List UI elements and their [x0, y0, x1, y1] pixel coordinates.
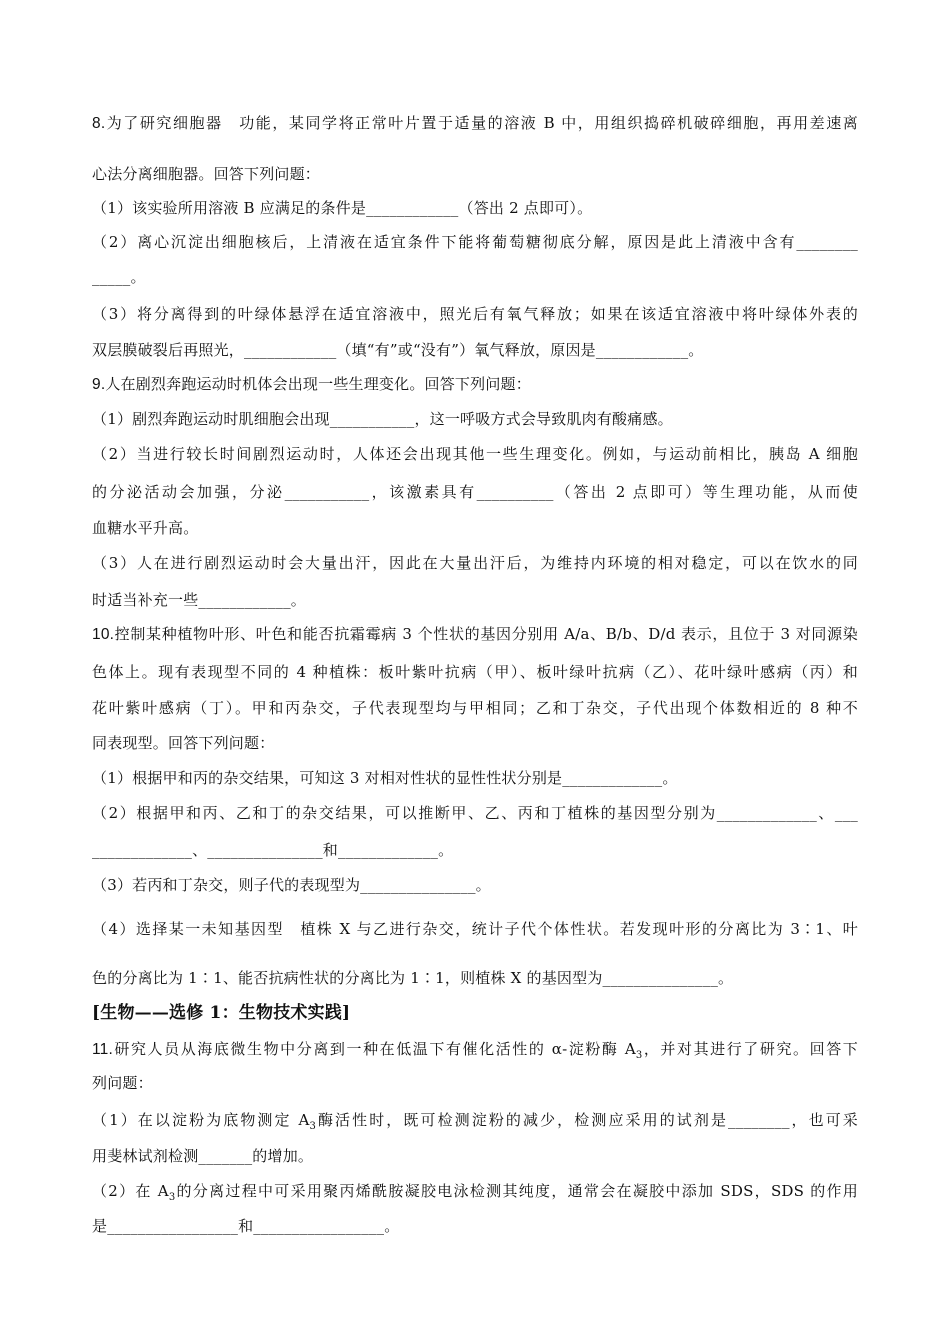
q11-sub2-line-1: （2）在 $A_3$的分离过程中可采用聚丙烯酰胺凝胶电泳检测其纯度，通常会在凝胶中添加 SDS，SDS 的作用	[92, 1182, 858, 1203]
q10-stem-line-1: 10.控制某种植物叶形、叶色和能否抗霜霉病 3 个性状的基因分别用 A/a、B/b、D/d 表示，且位于 3 对同源染	[92, 625, 858, 643]
q8-sub3-line-1: （3）将分离得到的叶绿体悬浮在适宜溶液中，照光后有氧气释放；如果在该适宜溶液中将叶绿体外表的	[92, 305, 858, 323]
q8-sub2-line-2: _____。	[92, 268, 146, 286]
question-number: 8.	[92, 115, 106, 132]
q8-line-2: 心法分离细胞器。回答下列问题：	[92, 165, 321, 183]
q11-sub2-line-2: 是_________________和_________________。	[92, 1217, 400, 1235]
q9-sub2-line-2: 的分泌活动会加强，分泌___________，该激素具有__________（答出 2 点即可）等生理功能，从而使	[92, 483, 858, 501]
q9-sub2-line-1: （2）当进行较长时间剧烈运动时，人体还会出现其他一些生理变化。例如，与运动前相比，胰岛 A 细胞	[92, 445, 858, 463]
q10-sub2-line-2: _____________、_______________和_____________。	[92, 841, 454, 859]
question-number: 9.	[92, 376, 106, 393]
question-number: 10.	[92, 626, 115, 643]
q10-sub4-line-1: （4）选择某一未知基因型 植株 X 与乙进行杂交，统计子代个体性状。若发现叶形的分离比为 3∶1、叶	[92, 920, 858, 938]
q10-stem-line-4: 同表现型。回答下列问题：	[92, 734, 275, 752]
q9-sub1: （1）剧烈奔跑运动时肌细胞会出现___________，这一呼吸方式会导致肌肉有酸痛感。	[92, 410, 673, 428]
q11-sub1-line-1: （1）在以淀粉为底物测定 $A_3$酶活性时，既可检测淀粉的减少，检测应采用的试剂是________，也可采	[92, 1111, 859, 1132]
q10-stem-line-3: 花叶紫叶感病（丁）。甲和丙杂交，子代表现型均与甲相同；乙和丁杂交，子代出现个体数相近的 8 种不	[92, 699, 858, 717]
q11-stem-line-1: 11.研究人员从海底微生物中分离到一种在低温下有催化活性的 α-淀粉酶 $A_3$，并对其进行了研究。回答下	[92, 1040, 858, 1061]
q11-stem-line-2: 列问题：	[92, 1074, 153, 1092]
q8-sub2-line-1: （2）离心沉淀出细胞核后，上清液在适宜条件下能将葡萄糖彻底分解，原因是此上清液中含有________	[92, 233, 858, 251]
q9-stem: 9.人在剧烈奔跑运动时机体会出现一些生理变化。回答下列问题：	[92, 375, 531, 393]
q10-stem-line-2: 色体上。现有表现型不同的 4 种植株：板叶紫叶抗病（甲）、板叶绿叶抗病（乙）、花叶绿叶感病（丙）和	[92, 663, 858, 681]
q8-line-1: 8.为了研究细胞器 功能，某同学将正常叶片置于适量的溶液 B 中，用组织捣碎机破碎细胞，再用差速离	[92, 114, 858, 132]
q10-sub3: （3）若丙和丁杂交，则子代的表现型为_______________。	[92, 876, 491, 894]
q9-sub2-line-3: 血糖水平升高。	[92, 519, 199, 537]
q8-sub1: （1）该实验所用溶液 B 应满足的条件是____________（答出 2 点即可）。	[92, 199, 593, 217]
q10-sub4-line-2: 色的分离比为 1∶1、能否抗病性状的分离比为 1∶1，则植株 X 的基因型为_______________。	[92, 969, 734, 987]
question-number: 11.	[92, 1041, 113, 1058]
section-heading: [生物——选修 1：生物技术实践]	[92, 1003, 351, 1023]
q11-sub1-line-2: 用斐林试剂检测_______的增加。	[92, 1147, 314, 1165]
q10-sub1: （1）根据甲和丙的杂交结果，可知这 3 对相对性状的显性性状分别是_____________。	[92, 769, 678, 787]
q8-sub3-line-2: 双层膜破裂后再照光，____________（填“有”或“没有”）氧气释放，原因是____________。	[92, 341, 704, 359]
q10-sub2-line-1: （2）根据甲和丙、乙和丁的杂交结果，可以推断甲、乙、丙和丁植株的基因型分别为_____________、___	[92, 804, 858, 822]
q9-sub3-line-2: 时适当补充一些____________。	[92, 591, 307, 609]
q9-sub3-line-1: （3）人在进行剧烈运动时会大量出汗，因此在大量出汗后，为维持内环境的相对稳定，可以在饮水的同	[92, 554, 858, 572]
